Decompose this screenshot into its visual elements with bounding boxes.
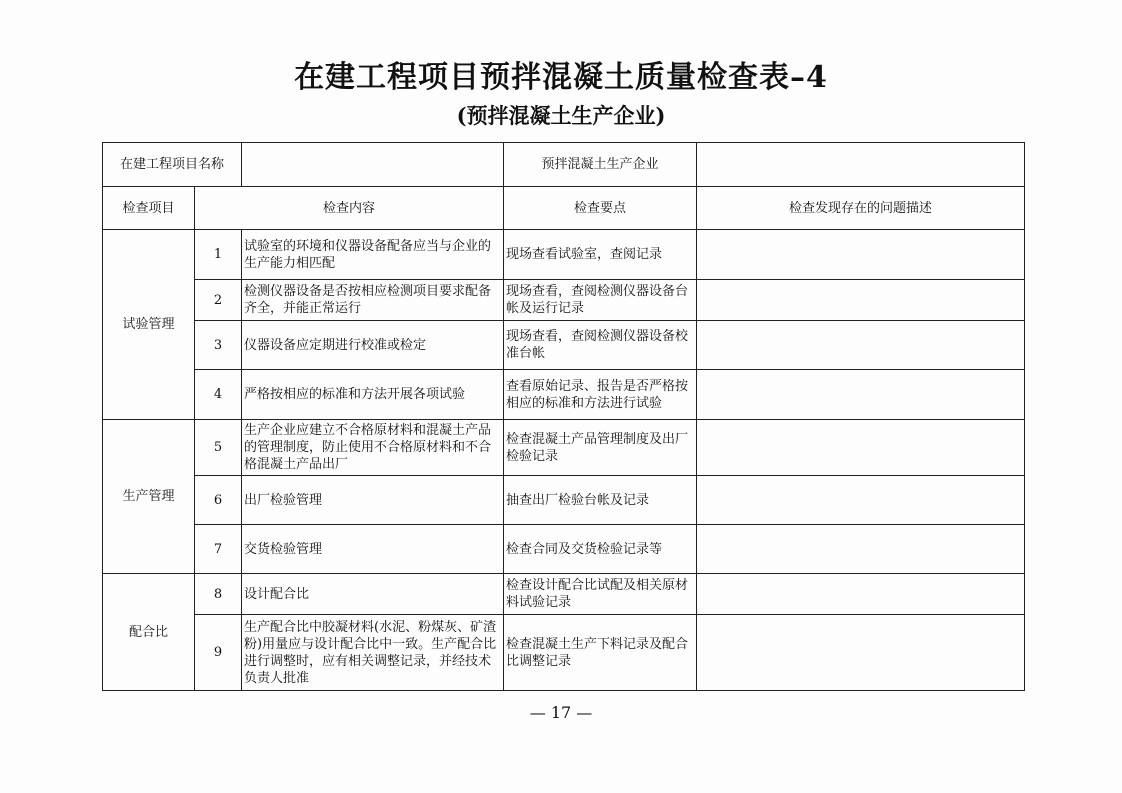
- row-points: 现场查看，查阅检测仪器设备校准台帐: [504, 321, 697, 370]
- header-points: 检查要点: [504, 187, 697, 230]
- row-issue[interactable]: [697, 230, 1025, 280]
- row-issue[interactable]: [697, 370, 1025, 420]
- row-content: 交货检验管理: [242, 525, 504, 574]
- header-content: 检查内容: [195, 187, 504, 230]
- row-points: 检查设计配合比试配及相关原材料试验记录: [504, 574, 697, 615]
- row-points: 抽查出厂检验台帐及记录: [504, 476, 697, 525]
- row-issue[interactable]: [697, 321, 1025, 370]
- row-content: 仪器设备应定期进行校准或检定: [242, 321, 504, 370]
- table-row: [103, 615, 1025, 691]
- table-row: [103, 525, 1025, 574]
- project-name-label: 在建工程项目名称: [103, 143, 242, 187]
- table-row: [103, 280, 1025, 321]
- row-issue[interactable]: [697, 476, 1025, 525]
- document-title: 在建工程项目预拌混凝土质量检查表–4: [294, 60, 828, 95]
- row-issue[interactable]: [697, 525, 1025, 574]
- row-issue[interactable]: [697, 420, 1025, 476]
- table-row: [103, 230, 1025, 280]
- table-row: [103, 321, 1025, 370]
- category-mix: 配合比: [103, 574, 195, 691]
- company-value[interactable]: [697, 143, 1025, 187]
- row-points: 检查混凝土生产下料记录及配合比调整记录: [504, 615, 697, 691]
- project-name-value[interactable]: [242, 143, 504, 187]
- category-lab: 试验管理: [103, 230, 195, 420]
- row-points: 现场查看，查阅检测仪器设备台帐及运行记录: [504, 280, 697, 321]
- row-number: 6: [195, 476, 242, 525]
- company-label: 预拌混凝土生产企业: [504, 143, 697, 187]
- row-number: 1: [195, 230, 242, 280]
- row-content: 出厂检验管理: [242, 476, 504, 525]
- row-number: 4: [195, 370, 242, 420]
- row-number: 9: [195, 615, 242, 691]
- table-row: [103, 574, 1025, 615]
- row-number: 3: [195, 321, 242, 370]
- table-row: [103, 370, 1025, 420]
- document-subtitle: (预拌混凝土生产企业): [456, 103, 666, 128]
- inspection-table: [102, 142, 1025, 691]
- row-content: 生产企业应建立不合格原材料和混凝土产品的管理制度，防止使用不合格原材料和不合格混凝土产品出厂: [242, 420, 504, 476]
- row-points: 现场查看试验室，查阅记录: [504, 230, 697, 280]
- header-issues: 检查发现存在的问题描述: [697, 187, 1025, 230]
- row-issue[interactable]: [697, 280, 1025, 321]
- row-points: 检查合同及交货检验记录等: [504, 525, 697, 574]
- row-number: 2: [195, 280, 242, 321]
- row-number: 7: [195, 525, 242, 574]
- row-content: 设计配合比: [242, 574, 504, 615]
- row-issue[interactable]: [697, 574, 1025, 615]
- row-content: 生产配合比中胶凝材料(水泥、粉煤灰、矿渣粉)用量应与设计配合比中一致。生产配合比进行调整时，应有相关调整记录，并经技术负责人批准: [242, 615, 504, 691]
- table-row: [103, 420, 1025, 476]
- project-info-row: [103, 143, 1025, 187]
- row-points: 检查混凝土产品管理制度及出厂检验记录: [504, 420, 697, 476]
- row-number: 5: [195, 420, 242, 476]
- row-points: 查看原始记录、报告是否严格按相应的标准和方法进行试验: [504, 370, 697, 420]
- row-issue[interactable]: [697, 615, 1025, 691]
- page-number: — 17 —: [529, 703, 593, 722]
- row-content: 严格按相应的标准和方法开展各项试验: [242, 370, 504, 420]
- table-row: [103, 476, 1025, 525]
- header-item: 检查项目: [103, 187, 195, 230]
- row-number: 8: [195, 574, 242, 615]
- row-content: 试验室的环境和仪器设备配备应当与企业的生产能力相匹配: [242, 230, 504, 280]
- header-row: [103, 187, 1025, 230]
- row-content: 检测仪器设备是否按相应检测项目要求配备齐全，并能正常运行: [242, 280, 504, 321]
- category-production: 生产管理: [103, 420, 195, 574]
